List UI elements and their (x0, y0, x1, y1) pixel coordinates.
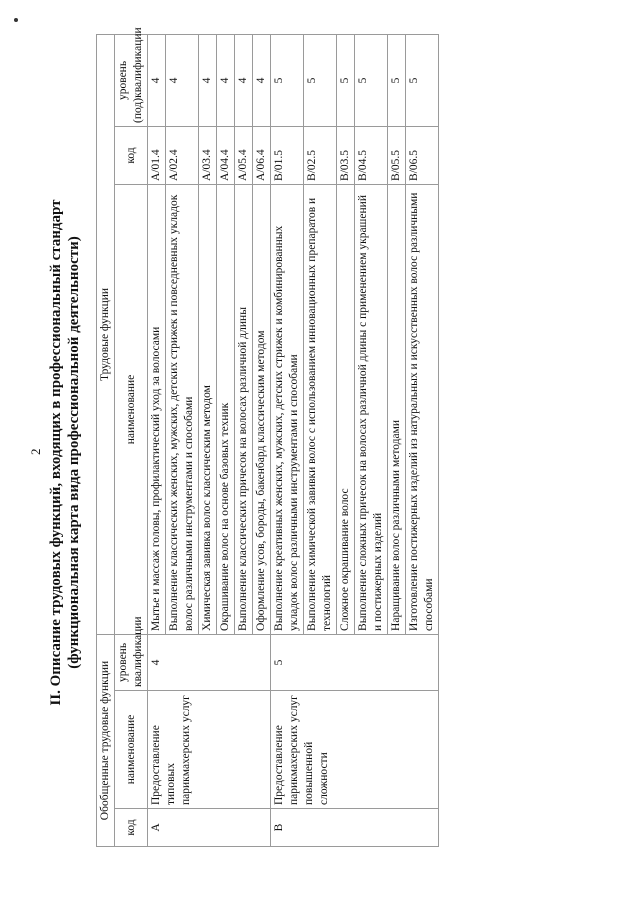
function-level: 5 (406, 34, 439, 126)
function-code: A/01.4 (148, 126, 166, 184)
functional-map-table (96, 27, 439, 847)
function-level: 5 (355, 34, 388, 126)
function-name: Окрашивание волос на основе базовых техник (217, 184, 235, 634)
function-code: B/04.5 (355, 126, 388, 184)
table-row (271, 34, 304, 846)
function-name: Выполнение сложных причесок на волосах различной длины с применением украшений и постижерных изделий (355, 184, 388, 634)
labor-functions-header: Трудовые функции (97, 34, 115, 634)
function-name: Выполнение классических причесок на волосах различной длины (235, 184, 253, 634)
function-code: A/03.4 (199, 126, 217, 184)
function-level: 4 (253, 34, 271, 126)
function-level: 5 (304, 34, 337, 126)
header-row-top (97, 34, 115, 846)
function-code: A/05.4 (235, 126, 253, 184)
code-header: код (115, 809, 148, 847)
section-subtitle: (функциональная карта вида профессиональной деятельности) (66, 236, 82, 669)
header-row-sub (115, 34, 148, 846)
function-code: A/06.4 (253, 126, 271, 184)
function-level: 4 (217, 34, 235, 126)
function-code: B/05.5 (388, 126, 406, 184)
group-code: A (148, 809, 271, 847)
table-row (148, 34, 166, 846)
group-name: Предоставление типовых парикмахерских услуг (148, 691, 271, 809)
function-name: Изготовление постижерных изделий из натуральных и искусственных волос различными способами (406, 184, 439, 634)
group-level: 5 (271, 634, 439, 690)
function-level: 4 (148, 34, 166, 126)
level-header: уровень квалификации (115, 634, 148, 690)
function-level-header: уровень (под)квалификации (115, 34, 148, 126)
function-name: Выполнение классических женских, мужских, детских стрижек и повседневных укладок волос различными инструментами и способами (166, 184, 199, 634)
function-code: B/06.5 (406, 126, 439, 184)
function-code: A/02.4 (166, 126, 199, 184)
function-level: 5 (271, 34, 304, 126)
function-level: 4 (166, 34, 199, 126)
group-level: 4 (148, 634, 271, 690)
function-level: 4 (199, 34, 217, 126)
name-header: наименование (115, 691, 148, 809)
section-title: II. Описание трудовых функций, входящих в профессиональный стандарт (48, 199, 64, 706)
function-name: Сложное окрашивание волос (337, 184, 355, 634)
function-level: 5 (388, 34, 406, 126)
function-name: Выполнение креативных женских, мужских, детских стрижек и комбинированных укладок волос различными инструментами и способами (271, 184, 304, 634)
function-code: B/03.5 (337, 126, 355, 184)
function-code-header: код (115, 126, 148, 184)
function-name: Оформление усов, бороды, бакенбард классическим методом (253, 184, 271, 634)
function-name: Химическая завивка волос классическим методом (199, 184, 217, 634)
function-level: 4 (235, 34, 253, 126)
generalized-functions-header: Обобщенные трудовые функции (97, 634, 115, 846)
function-code: B/02.5 (304, 126, 337, 184)
function-code: A/04.4 (217, 126, 235, 184)
function-name: Наращивание волос различными методами (388, 184, 406, 634)
page-number: 2 (28, 448, 43, 455)
function-name: Мытье и массаж головы, профилактический уход за волосами (148, 184, 166, 634)
group-name: Предоставление парикмахерских услуг повышенной сложности (271, 691, 439, 809)
function-name: Выполнение химической завивки волос с использованием инновационных препаратов и технологий (304, 184, 337, 634)
function-name-header: наименование (115, 184, 148, 634)
function-level: 5 (337, 34, 355, 126)
group-code: B (271, 809, 439, 847)
function-code: B/01.5 (271, 126, 304, 184)
